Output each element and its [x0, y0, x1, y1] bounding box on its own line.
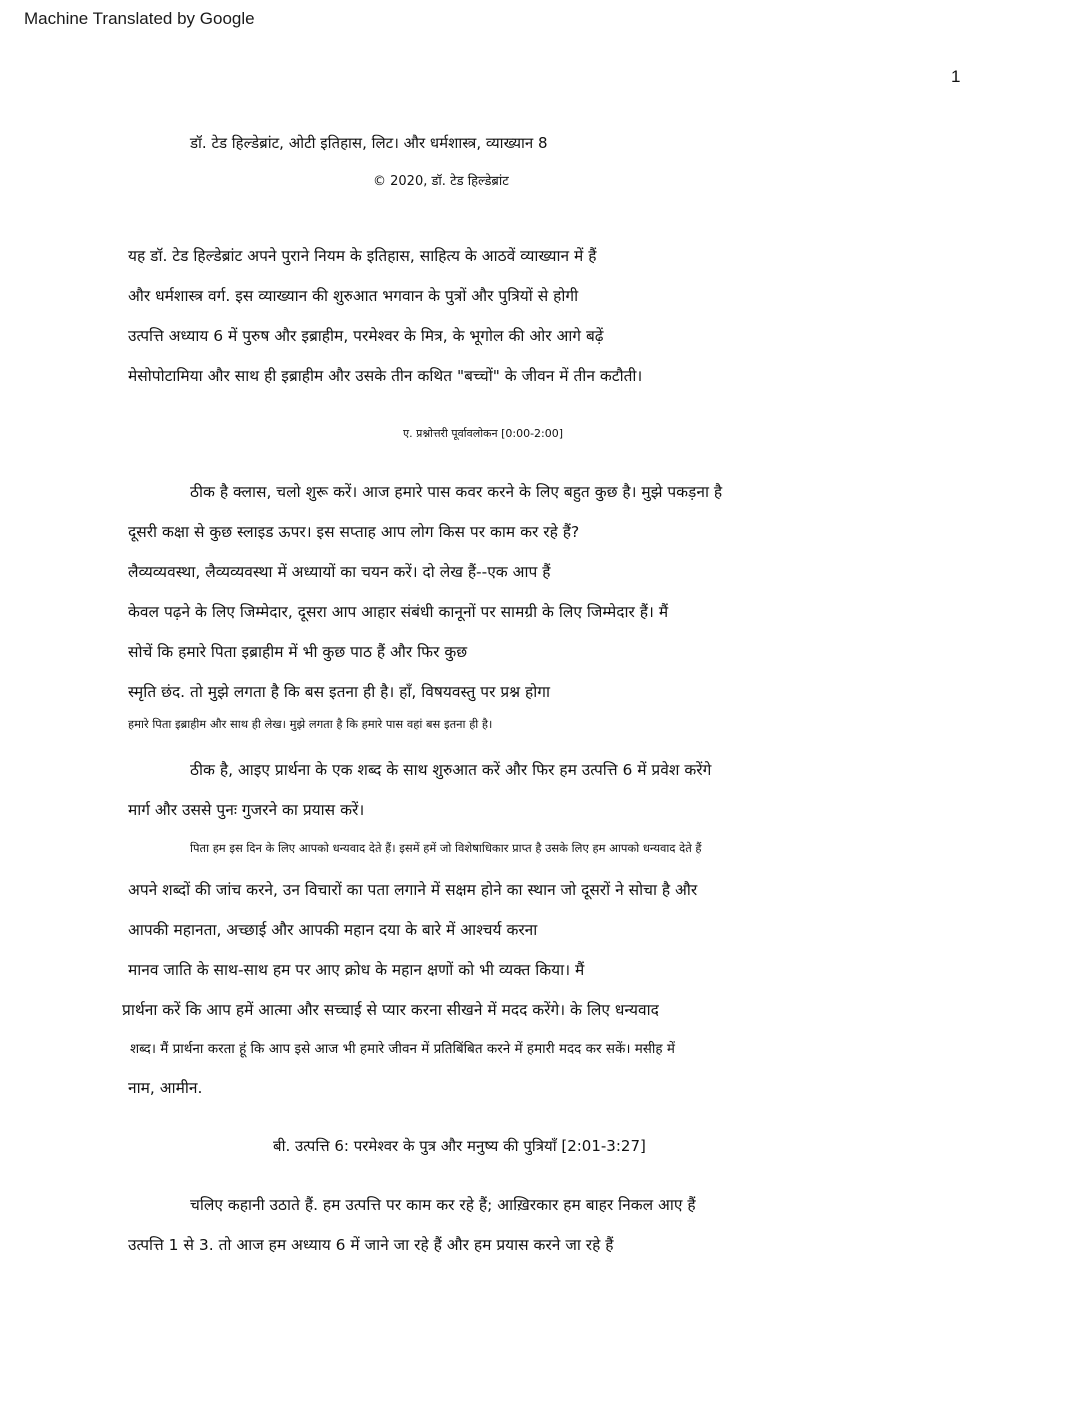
intro-line: मेसोपोटामिया और साथ ही इब्राहीम और उसके तीन कथित "बच्चों" के जीवन में तीन कटौती। [128, 367, 643, 385]
paragraph-line: उत्पत्ति 1 से 3. तो आज हम अध्याय 6 में जाने जा रहे हैं और हम प्रयास करने जा रहे हैं [128, 1236, 614, 1254]
lecture-title: डॉ. टेड हिल्डेब्रांट, ओटी इतिहास, लिट। और धर्मशास्त्र, व्याख्यान 8 [190, 134, 548, 152]
machine-translated-notice: Machine Translated by Google [24, 9, 255, 28]
prayer-line: प्रार्थना करें कि आप हमें आत्मा और सच्चाई से प्यार करना सीखने में मदद करेंगे। के लिए धन्यवाद [122, 1001, 659, 1019]
prayer-line: पिता हम इस दिन के लिए आपको धन्यवाद देते हैं। इसमें हमें जो विशेषाधिकार प्राप्त है उसके लिए हम आपको धन्यवाद देते हैं [190, 841, 702, 855]
copyright-line: © 2020, डॉ. टेड हिल्डेब्रांट [373, 174, 509, 189]
prayer-line: नाम, आमीन. [128, 1079, 203, 1097]
paragraph-line: सोचें कि हमारे पिता इब्राहीम में भी कुछ पाठ हैं और फिर कुछ [128, 643, 468, 661]
paragraph-line: लैव्यव्यवस्था, लैव्यव्यवस्था में अध्यायों का चयन करें। दो लेख हैं--एक आप हैं [128, 563, 551, 581]
intro-line: और धर्मशास्त्र वर्ग. इस व्याख्यान की शुरुआत भगवान के पुत्रों और पुत्रियों से होगी [128, 287, 579, 305]
paragraph-line: हमारे पिता इब्राहीम और साथ ही लेख। मुझे लगता है कि हमारे पास वहां बस इतना ही है। [128, 717, 493, 731]
paragraph-line: ठीक है क्लास, चलो शुरू करें। आज हमारे पास कवर करने के लिए बहुत कुछ है। मुझे पकड़ना है [190, 483, 723, 501]
section-heading-b: बी. उत्पत्ति 6: परमेश्वर के पुत्र और मनुष्य की पुत्रियाँ [2:01-3:27] [273, 1137, 646, 1155]
intro-line: उत्पत्ति अध्याय 6 में पुरुष और इब्राहीम, परमेश्वर के मित्र, के भूगोल की ओर आगे बढ़ें [128, 327, 604, 345]
prayer-line: शब्द। मैं प्रार्थना करता हूं कि आप इसे आज भी हमारे जीवन में प्रतिबिंबित करने में हमारी मदद कर सकें। मसीह में [130, 1041, 675, 1057]
paragraph-line: ठीक है, आइए प्रार्थना के एक शब्द के साथ शुरुआत करें और फिर हम उत्पत्ति 6 में प्रवेश करेंगे [190, 761, 712, 779]
prayer-line: आपकी महानता, अच्छाई और आपकी महान दया के बारे में आश्चर्य करना [128, 921, 538, 939]
prayer-line: मानव जाति के साथ-साथ हम पर आए क्रोध के महान क्षणों को भी व्यक्त किया। मैं [128, 961, 585, 979]
paragraph-line: स्मृति छंद. तो मुझे लगता है कि बस इतना ही है। हाँ, विषयवस्तु पर प्रश्न होगा [128, 683, 551, 701]
section-heading-a: ए. प्रश्नोत्तरी पूर्वावलोकन [0:00-2:00] [403, 427, 564, 440]
paragraph-line: दूसरी कक्षा से कुछ स्लाइड ऊपर। इस सप्ताह आप लोग किस पर काम कर रहे हैं? [128, 523, 580, 541]
prayer-line: अपने शब्दों की जांच करने, उन विचारों का पता लगाने में सक्षम होने का स्थान जो दूसरों ने सोचा है और [128, 881, 698, 899]
paragraph-line: केवल पढ़ने के लिए जिम्मेदार, दूसरा आप आहार संबंधी कानूनों पर सामग्री के लिए जिम्मेदार हैं। मैं [128, 603, 669, 621]
paragraph-line: मार्ग और उससे पुनः गुजरने का प्रयास करें। [128, 801, 365, 819]
intro-line: यह डॉ. टेड हिल्डेब्रांट अपने पुराने नियम के इतिहास, साहित्य के आठवें व्याख्यान में हैं [128, 247, 597, 265]
paragraph-line: चलिए कहानी उठाते हैं. हम उत्पत्ति पर काम कर रहे हैं; आख़िरकार हम बाहर निकल आए हैं [190, 1196, 696, 1214]
page-number: 1 [951, 67, 961, 86]
